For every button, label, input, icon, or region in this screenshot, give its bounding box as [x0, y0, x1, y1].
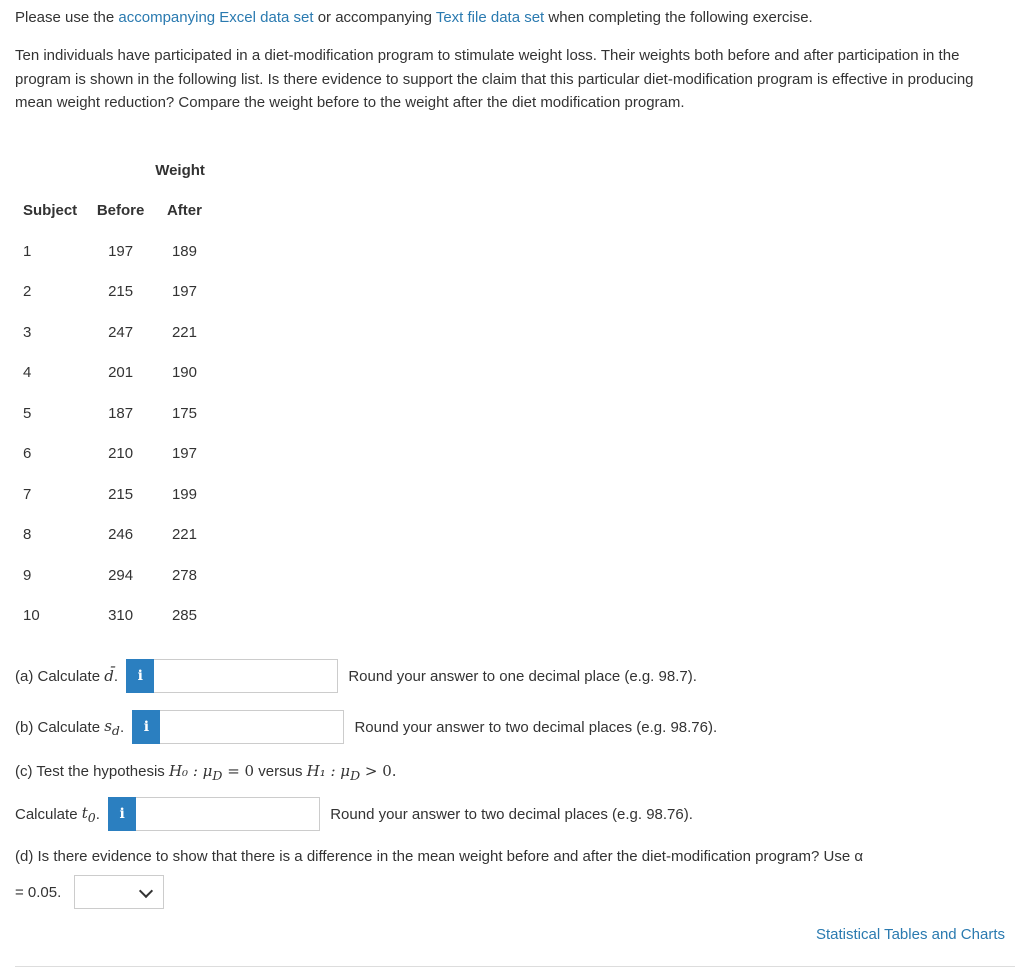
versus-text: versus — [258, 763, 303, 780]
table-group-header-row — [15, 150, 213, 191]
table-row: 8 246 221 — [23, 526, 197, 544]
intro-text: Please use the — [15, 9, 119, 26]
d-bar-answer-input[interactable] — [154, 659, 338, 693]
part-c-label: (c) Test the hypothesis — [15, 763, 165, 780]
sd-answer-input[interactable] — [160, 710, 344, 744]
info-icon[interactable]: i — [132, 710, 160, 744]
part-b-label: (b) Calculate — [15, 718, 101, 736]
table-header-row — [15, 191, 213, 232]
before-header: Before — [96, 202, 145, 220]
weight-table — [15, 150, 213, 636]
divider — [15, 966, 1015, 967]
excel-data-link[interactable]: accompanying Excel data set — [118, 9, 314, 26]
t0-answer-input[interactable] — [136, 797, 320, 831]
weight-header: Weight — [155, 161, 205, 179]
table-row: 3 247 221 — [23, 323, 197, 341]
d-bar-symbol: d̄ — [104, 667, 114, 685]
text-file-data-link[interactable]: Text file data set — [435, 9, 545, 26]
part-d-answer-select[interactable] — [74, 875, 164, 909]
table-row: 1 197 189 — [23, 242, 197, 260]
subject-header: Subject — [23, 202, 78, 220]
table-row: 4 201 190 — [23, 364, 197, 382]
part-d-question: (d) Is there evidence to show that there is a difference in the mean weight before and after the diet-modification program? Use α — [15, 848, 864, 865]
table-row: 9 294 278 — [23, 566, 197, 584]
part-c-hypothesis — [15, 762, 397, 783]
alpha-value: = 0.05. — [15, 884, 62, 901]
part-c-rounding-note: Round your answer to two decimal places (e.g. 98.76). — [330, 805, 693, 823]
table-row: 7 215 199 — [23, 485, 197, 503]
table-row: 5 187 175 — [23, 404, 197, 422]
part-c-calc-row: Calculate $t_0$ . i Round your answer to two decimal places (e.g. 98.76). — [15, 797, 693, 831]
instructions — [15, 8, 813, 28]
part-b-rounding-note: Round your answer to two decimal places (e.g. 98.76). — [354, 718, 718, 736]
alternative-hypothesis: H₁ : $\mu_D > 0$. — [306, 762, 397, 783]
part-c-calc-label: Calculate — [15, 805, 78, 823]
intro-text: when completing the following exercise. — [544, 9, 813, 26]
t0-symbol: $t_0$ — [81, 803, 96, 825]
null-hypothesis: H₀ : $\mu_D = 0$ — [168, 762, 255, 783]
part-b-row: (b) Calculate $s_d$ . i Round your answer to two decimal places (e.g. 98.76). — [15, 710, 717, 744]
info-icon[interactable]: i — [108, 797, 136, 831]
sd-symbol: $s_d$ — [104, 716, 120, 738]
problem-statement: Ten individuals have participated in a diet-modification program to stimulate weight loss. Their weights both before and after participation in the program is shown in the following list. Is there evidence to support the claim that this particular diet-modification program is effective in producing mean weight reduction? Compare the weight before to the weight after the diet modification program. — [15, 47, 974, 111]
chevron-down-icon — [139, 884, 153, 898]
info-icon[interactable]: i — [126, 659, 154, 693]
table-row: 2 215 197 — [23, 283, 197, 301]
table-row: 10 310 285 — [23, 607, 197, 625]
part-a-label: (a) Calculate — [15, 667, 101, 685]
table-row: 6 210 197 — [23, 445, 197, 463]
after-header: After — [166, 202, 202, 220]
statistical-tables-link[interactable]: Statistical Tables and Charts — [816, 926, 1005, 943]
part-a-row: (a) Calculate d̄ . i Round your answer to one decimal place (e.g. 98.7). — [15, 659, 697, 693]
intro-text: or accompanying — [313, 9, 436, 26]
part-a-rounding-note: Round your answer to one decimal place (e.g. 98.7). — [348, 667, 697, 685]
